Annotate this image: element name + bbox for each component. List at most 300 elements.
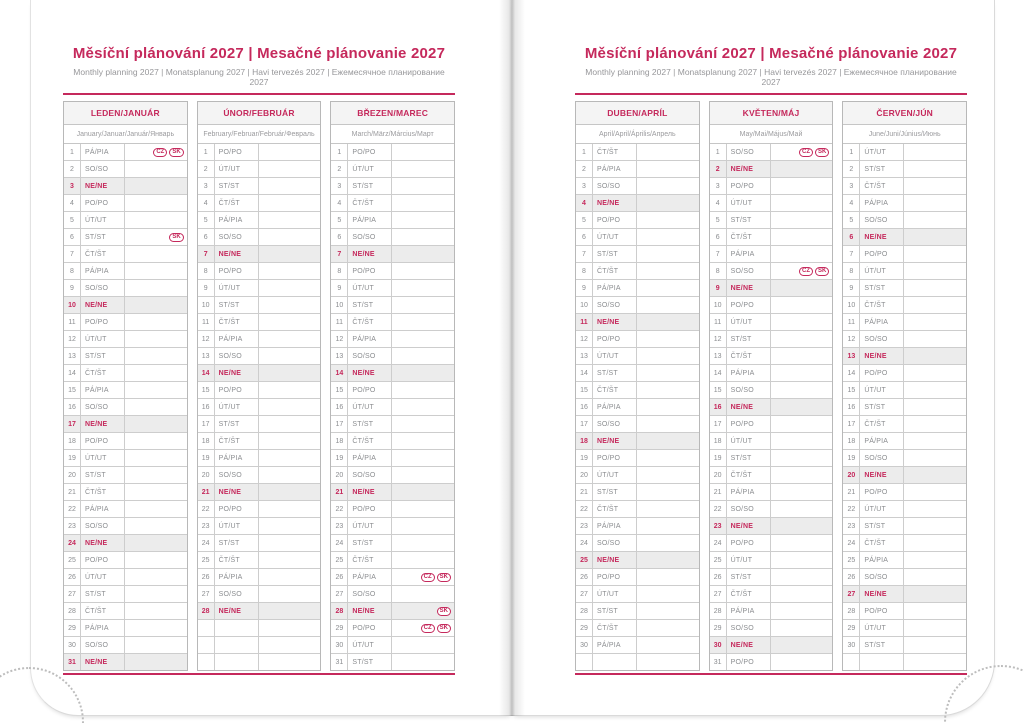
day-row xyxy=(843,619,966,636)
day-row xyxy=(710,381,833,398)
day-abbr: ÚT/UT xyxy=(81,450,125,466)
day-row xyxy=(576,483,699,500)
day-abbr: SO/SO xyxy=(215,467,259,483)
day-number: 27 xyxy=(843,586,860,602)
day-note-cell xyxy=(259,144,321,160)
day-row xyxy=(710,585,833,602)
day-number: 6 xyxy=(576,229,593,245)
day-number: 22 xyxy=(710,501,727,517)
day-number: 12 xyxy=(331,331,348,347)
footer-rule xyxy=(575,673,967,675)
day-row xyxy=(710,568,833,585)
day-number: 9 xyxy=(331,280,348,296)
day-row xyxy=(576,160,699,177)
empty-number-cell xyxy=(198,637,215,653)
day-number: 29 xyxy=(64,620,81,636)
day-number: 20 xyxy=(710,467,727,483)
day-number: 9 xyxy=(64,280,81,296)
day-row xyxy=(64,144,187,160)
day-row xyxy=(64,585,187,602)
day-row-sunday xyxy=(710,279,833,296)
day-abbr: ST/ST xyxy=(593,484,637,500)
month-table xyxy=(330,101,455,671)
day-note-cell xyxy=(392,467,454,483)
day-abbr: ČT/ŠT xyxy=(348,433,392,449)
day-number: 20 xyxy=(576,467,593,483)
day-abbr: SO/SO xyxy=(215,229,259,245)
day-number: 11 xyxy=(576,314,593,330)
day-row xyxy=(198,534,321,551)
page-gutter xyxy=(499,0,525,716)
day-row xyxy=(576,330,699,347)
day-abbr: PÁ/PIA xyxy=(348,331,392,347)
day-abbr: PÁ/PIA xyxy=(81,382,125,398)
day-row xyxy=(843,262,966,279)
day-number: 26 xyxy=(710,569,727,585)
day-abbr: NE/NE xyxy=(215,246,259,262)
day-number: 2 xyxy=(331,161,348,177)
day-abbr: ST/ST xyxy=(727,569,771,585)
day-abbr: PÁ/PIA xyxy=(593,518,637,534)
day-abbr: PO/PO xyxy=(348,263,392,279)
day-number: 26 xyxy=(576,569,593,585)
day-row xyxy=(64,279,187,296)
day-abbr: PÁ/PIA xyxy=(593,161,637,177)
day-row xyxy=(64,381,187,398)
empty-note-cell xyxy=(259,654,321,670)
day-abbr: SO/SO xyxy=(860,212,904,228)
day-row xyxy=(331,144,454,160)
day-number: 28 xyxy=(198,603,215,619)
day-note-cell xyxy=(771,382,833,398)
day-number: 16 xyxy=(198,399,215,415)
day-abbr: ČT/ŠT xyxy=(727,229,771,245)
day-abbr: PO/PO xyxy=(860,603,904,619)
day-note-cell xyxy=(771,603,833,619)
day-note-cell xyxy=(392,654,454,670)
day-row xyxy=(64,211,187,228)
day-note-cell xyxy=(637,620,699,636)
day-abbr: PO/PO xyxy=(81,195,125,211)
day-note-cell xyxy=(771,501,833,517)
day-note-cell xyxy=(637,212,699,228)
day-note-cell xyxy=(771,450,833,466)
day-abbr: SO/SO xyxy=(593,178,637,194)
day-note-cell xyxy=(125,586,187,602)
day-abbr: ST/ST xyxy=(860,518,904,534)
day-number: 25 xyxy=(64,552,81,568)
day-number: 6 xyxy=(64,229,81,245)
day-abbr: ST/ST xyxy=(348,654,392,670)
day-abbr: PÁ/PIA xyxy=(81,144,125,160)
day-row-sunday xyxy=(331,483,454,500)
day-row xyxy=(331,619,454,636)
day-abbr: PÁ/PIA xyxy=(727,246,771,262)
day-abbr: ÚT/UT xyxy=(81,212,125,228)
day-note-cell xyxy=(392,178,454,194)
day-row xyxy=(64,245,187,262)
day-number: 4 xyxy=(710,195,727,211)
day-note-cell xyxy=(771,654,833,670)
day-number: 19 xyxy=(198,450,215,466)
month-table xyxy=(709,101,834,671)
day-row xyxy=(710,262,833,279)
day-row xyxy=(576,262,699,279)
day-note-cell xyxy=(904,586,966,602)
day-row xyxy=(576,466,699,483)
day-number: 7 xyxy=(198,246,215,262)
day-note-cell xyxy=(259,229,321,245)
day-row xyxy=(843,568,966,585)
header-rule xyxy=(63,93,455,95)
day-note-cell xyxy=(904,484,966,500)
day-number: 5 xyxy=(710,212,727,228)
day-abbr: ÚT/UT xyxy=(593,586,637,602)
day-note-cell xyxy=(125,552,187,568)
day-abbr: NE/NE xyxy=(81,535,125,551)
day-note-cell xyxy=(392,297,454,313)
day-note-cell xyxy=(637,161,699,177)
day-note-cell xyxy=(637,195,699,211)
day-row xyxy=(64,517,187,534)
day-number: 5 xyxy=(64,212,81,228)
day-row xyxy=(198,585,321,602)
day-abbr: PO/PO xyxy=(593,331,637,347)
day-note-cell xyxy=(771,586,833,602)
day-abbr: NE/NE xyxy=(727,161,771,177)
day-row xyxy=(198,228,321,245)
day-number: 8 xyxy=(576,263,593,279)
day-note-cell xyxy=(771,467,833,483)
day-number: 14 xyxy=(576,365,593,381)
day-abbr: SO/SO xyxy=(81,637,125,653)
day-abbr: PO/PO xyxy=(348,144,392,160)
day-abbr: ÚT/UT xyxy=(860,144,904,160)
day-note-cell xyxy=(771,144,833,160)
day-abbr: ÚT/UT xyxy=(727,314,771,330)
day-abbr: ST/ST xyxy=(860,399,904,415)
day-number: 25 xyxy=(576,552,593,568)
day-abbr: PO/PO xyxy=(593,569,637,585)
day-abbr: ČT/ŠT xyxy=(860,178,904,194)
day-abbr: NE/NE xyxy=(81,178,125,194)
day-abbr: SO/SO xyxy=(727,501,771,517)
day-row xyxy=(64,398,187,415)
day-note-cell xyxy=(392,518,454,534)
day-note-cell xyxy=(771,620,833,636)
month-table xyxy=(575,101,700,671)
day-number: 3 xyxy=(710,178,727,194)
day-abbr: PÁ/PIA xyxy=(348,212,392,228)
day-number: 14 xyxy=(710,365,727,381)
month-subheader: February/Februar/Február/Февраль xyxy=(198,125,321,144)
day-number: 13 xyxy=(64,348,81,364)
month-grid xyxy=(843,144,966,670)
day-row xyxy=(576,619,699,636)
day-abbr: ST/ST xyxy=(860,161,904,177)
day-number: 3 xyxy=(576,178,593,194)
day-number: 9 xyxy=(843,280,860,296)
day-number: 6 xyxy=(198,229,215,245)
day-note-cell xyxy=(259,263,321,279)
day-row xyxy=(64,551,187,568)
day-row xyxy=(576,534,699,551)
day-row xyxy=(843,160,966,177)
day-abbr: ÚT/UT xyxy=(348,399,392,415)
day-row xyxy=(843,364,966,381)
day-note-cell xyxy=(637,416,699,432)
day-note-cell xyxy=(125,382,187,398)
day-abbr: PO/PO xyxy=(727,178,771,194)
day-number: 1 xyxy=(576,144,593,160)
day-abbr: ÚT/UT xyxy=(215,399,259,415)
day-abbr: NE/NE xyxy=(727,280,771,296)
empty-number-cell xyxy=(198,654,215,670)
day-number: 3 xyxy=(64,178,81,194)
day-note-cell xyxy=(904,365,966,381)
day-abbr: ST/ST xyxy=(593,246,637,262)
day-number: 23 xyxy=(64,518,81,534)
day-abbr: ÚT/UT xyxy=(81,331,125,347)
day-number: 12 xyxy=(710,331,727,347)
day-note-cell xyxy=(392,603,454,619)
day-number: 22 xyxy=(198,501,215,517)
month-subheader: April/April/Április/Апрель xyxy=(576,125,699,144)
day-note-cell xyxy=(392,314,454,330)
day-abbr: NE/NE xyxy=(348,484,392,500)
day-abbr: PO/PO xyxy=(727,654,771,670)
day-row xyxy=(331,211,454,228)
day-row xyxy=(64,432,187,449)
day-row xyxy=(843,279,966,296)
day-abbr: PÁ/PIA xyxy=(81,501,125,517)
day-note-cell xyxy=(392,416,454,432)
day-row-sunday xyxy=(331,245,454,262)
day-number: 6 xyxy=(710,229,727,245)
day-number: 7 xyxy=(331,246,348,262)
month-subheader: June/Juni/Június/Июнь xyxy=(843,125,966,144)
day-row xyxy=(331,517,454,534)
day-row xyxy=(198,466,321,483)
empty-abbr-cell xyxy=(593,654,637,670)
day-number: 1 xyxy=(843,144,860,160)
day-number: 28 xyxy=(64,603,81,619)
day-abbr: ST/ST xyxy=(593,365,637,381)
day-row-sunday xyxy=(843,228,966,245)
day-row-sunday xyxy=(843,466,966,483)
day-row xyxy=(576,245,699,262)
day-row xyxy=(64,262,187,279)
day-row xyxy=(331,194,454,211)
day-number: 10 xyxy=(710,297,727,313)
day-row-sunday xyxy=(64,653,187,670)
day-number: 5 xyxy=(198,212,215,228)
holiday-badge-sk: SK xyxy=(815,267,829,276)
month-grid xyxy=(710,144,833,670)
day-abbr: ČT/ŠT xyxy=(215,552,259,568)
day-note-cell xyxy=(125,518,187,534)
day-note-cell xyxy=(125,246,187,262)
day-note-cell xyxy=(637,365,699,381)
months-row-left xyxy=(63,101,455,671)
day-row xyxy=(576,228,699,245)
day-row xyxy=(576,364,699,381)
day-number: 2 xyxy=(843,161,860,177)
day-note-cell xyxy=(392,280,454,296)
day-number: 15 xyxy=(331,382,348,398)
month-header: LEDEN/JANUÁR xyxy=(64,102,187,125)
left-page xyxy=(30,0,512,716)
day-abbr: SO/SO xyxy=(348,229,392,245)
day-abbr: NE/NE xyxy=(593,314,637,330)
day-abbr: PO/PO xyxy=(348,501,392,517)
day-note-cell xyxy=(637,484,699,500)
day-note-cell xyxy=(771,297,833,313)
day-number: 24 xyxy=(843,535,860,551)
day-row xyxy=(331,177,454,194)
day-note-cell xyxy=(125,603,187,619)
day-abbr: NE/NE xyxy=(348,365,392,381)
day-abbr: ST/ST xyxy=(348,297,392,313)
day-number: 25 xyxy=(843,552,860,568)
day-number: 12 xyxy=(576,331,593,347)
day-note-cell xyxy=(637,144,699,160)
day-number: 18 xyxy=(331,433,348,449)
day-abbr: PO/PO xyxy=(860,484,904,500)
day-row xyxy=(64,347,187,364)
day-note-cell xyxy=(771,161,833,177)
day-number: 23 xyxy=(843,518,860,534)
day-abbr: ST/ST xyxy=(348,416,392,432)
day-abbr: PO/PO xyxy=(215,501,259,517)
day-number: 10 xyxy=(198,297,215,313)
day-note-cell xyxy=(392,212,454,228)
day-row xyxy=(198,517,321,534)
day-note-cell xyxy=(259,535,321,551)
empty-abbr-cell xyxy=(215,637,259,653)
day-note-cell xyxy=(392,450,454,466)
holiday-badge-sk: SK xyxy=(437,624,451,633)
day-row xyxy=(64,619,187,636)
day-abbr: NE/NE xyxy=(593,433,637,449)
day-number: 7 xyxy=(843,246,860,262)
day-note-cell xyxy=(904,314,966,330)
day-abbr: PÁ/PIA xyxy=(727,603,771,619)
day-number: 18 xyxy=(64,433,81,449)
day-abbr: SO/SO xyxy=(593,535,637,551)
day-row xyxy=(198,449,321,466)
day-note-cell xyxy=(125,654,187,670)
holiday-badge-cz: CZ xyxy=(799,148,813,157)
day-row xyxy=(710,177,833,194)
day-note-cell xyxy=(771,399,833,415)
day-row xyxy=(843,296,966,313)
day-number: 31 xyxy=(710,654,727,670)
day-note-cell xyxy=(637,433,699,449)
holiday-badge-cz: CZ xyxy=(421,573,435,582)
day-row-sunday xyxy=(710,517,833,534)
day-abbr: NE/NE xyxy=(727,637,771,653)
day-abbr: SO/SO xyxy=(727,382,771,398)
holiday-badge-cz: CZ xyxy=(153,148,167,157)
day-note-cell xyxy=(392,535,454,551)
day-abbr: PO/PO xyxy=(593,212,637,228)
day-abbr: NE/NE xyxy=(81,416,125,432)
day-abbr: PÁ/PIA xyxy=(727,484,771,500)
day-abbr: ČT/ŠT xyxy=(593,263,637,279)
day-row xyxy=(710,483,833,500)
empty-row xyxy=(198,636,321,653)
day-number: 28 xyxy=(843,603,860,619)
day-abbr: NE/NE xyxy=(215,603,259,619)
day-note-cell xyxy=(259,161,321,177)
day-row xyxy=(710,364,833,381)
day-abbr: PÁ/PIA xyxy=(860,433,904,449)
day-note-cell xyxy=(125,467,187,483)
day-row xyxy=(710,313,833,330)
day-abbr: ČT/ŠT xyxy=(348,552,392,568)
day-row xyxy=(710,415,833,432)
day-row xyxy=(843,330,966,347)
day-row xyxy=(331,296,454,313)
day-number: 10 xyxy=(64,297,81,313)
day-note-cell xyxy=(259,416,321,432)
day-number: 19 xyxy=(64,450,81,466)
day-number: 4 xyxy=(576,195,593,211)
day-row-sunday xyxy=(843,347,966,364)
day-abbr: NE/NE xyxy=(81,297,125,313)
day-note-cell xyxy=(637,535,699,551)
day-row xyxy=(576,144,699,160)
right-page xyxy=(512,0,995,716)
day-note-cell xyxy=(904,178,966,194)
day-abbr: PÁ/PIA xyxy=(215,569,259,585)
day-row-sunday xyxy=(64,296,187,313)
day-abbr: ÚT/UT xyxy=(860,501,904,517)
day-note-cell xyxy=(904,433,966,449)
day-note-cell xyxy=(771,314,833,330)
day-row xyxy=(710,144,833,160)
day-note-cell xyxy=(771,484,833,500)
day-note-cell xyxy=(392,263,454,279)
day-note-cell xyxy=(771,246,833,262)
day-row xyxy=(331,415,454,432)
day-number: 27 xyxy=(64,586,81,602)
day-abbr: ÚT/UT xyxy=(860,263,904,279)
day-note-cell xyxy=(125,144,187,160)
day-note-cell xyxy=(637,399,699,415)
day-row xyxy=(843,551,966,568)
day-abbr: NE/NE xyxy=(860,348,904,364)
day-abbr: SO/SO xyxy=(860,450,904,466)
month-subheader: March/März/Március/Март xyxy=(331,125,454,144)
empty-row xyxy=(576,653,699,670)
day-abbr: ST/ST xyxy=(215,297,259,313)
day-abbr: ST/ST xyxy=(215,178,259,194)
empty-row xyxy=(843,653,966,670)
month-header: DUBEN/APRÍL xyxy=(576,102,699,125)
day-row-sunday xyxy=(576,432,699,449)
day-row xyxy=(331,313,454,330)
day-note-cell xyxy=(904,331,966,347)
day-abbr: ČT/ŠT xyxy=(215,433,259,449)
day-row-sunday xyxy=(331,364,454,381)
day-abbr: ÚT/UT xyxy=(727,195,771,211)
day-note-cell xyxy=(771,280,833,296)
day-abbr: ÚT/UT xyxy=(727,552,771,568)
day-note-cell xyxy=(904,399,966,415)
day-number: 19 xyxy=(331,450,348,466)
